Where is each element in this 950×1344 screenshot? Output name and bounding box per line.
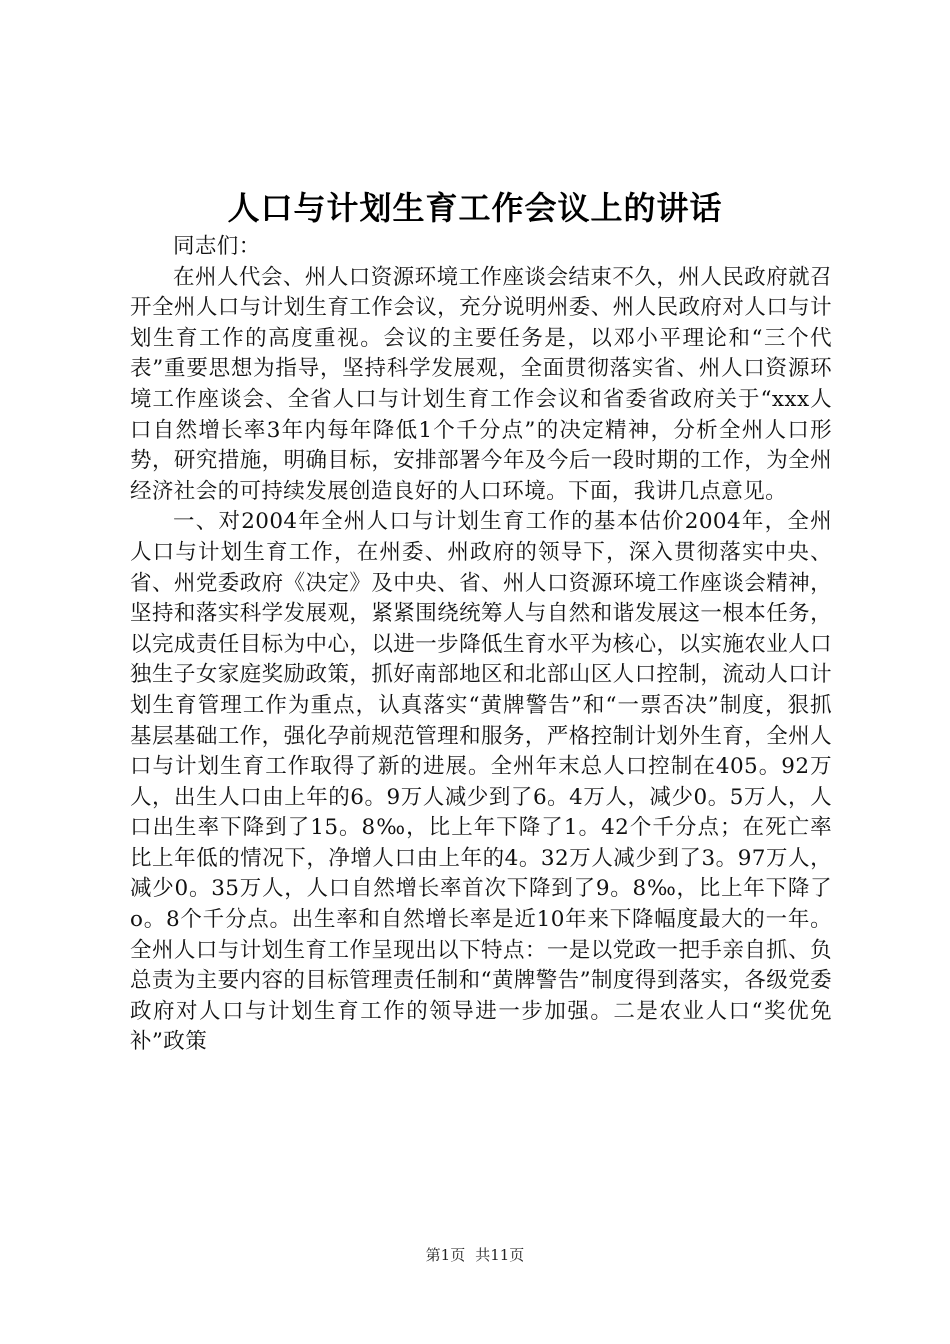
paragraph-intro: 在州人代会、州人口资源环境工作座谈会结束不久，州人民政府就召开全州人口与计划生育工作会议，充分说明州委、州人民政府对人口与计划生育工作的高度重视。会议的主要任务是，以邓小平理论和“三个代表”重要思想为指导，坚持科学发展观，全面贯彻落实省、州人口资源环境工作座谈会、全省人口与计划生育工作会议和省委省政府关于“xxx人口自然增长率3年内每年降低1个千分点”的决定精神，分析全州人口形势，研究措施，明确目标，安排部署今年及今后一段时期的工作，为全州经济社会的可持续发展创造良好的人口环境。下面，我讲几点意见。 <box>130 264 832 504</box>
paragraph-section-one: 一、对2004年全州人口与计划生育工作的基本估价2004年，全州人口与计划生育工作，在州委、州政府的领导下，深入贯彻落实中央、省、州党委政府《决定》及中央、省、州人口资源环境工作座谈会精神，坚持和落实科学发展观，紧紧围绕统筹人与自然和谐发展这一根本任务，以完成责任目标为中心，以进一步降低生育水平为核心，以实施农业人口独生子女家庭奖励政策，抓好南部地区和北部山区人口控制，流动人口计划生育管理工作为重点，认真落实“黄牌警告”和“一票否决”制度，狠抓基层基础工作，强化孕前规范管理和服务，严格控制计划外生育，全州人口与计划生育工作取得了新的进展。全州年末总人口控制在405。92万人，出生人口由上年的6。9万人减少到了6。4万人，减少0。5万人，人口出生率下降到了15。8‰，比上年下降了1。42个千分点；在死亡率比上年低的情况下，净增人口由上年的4。32万人减少到了3。97万人，减少0。35万人，人口自然增长率首次下降到了9。8‰，比上年下降了o。8个千分点。出生率和自然增长率是近10年来下降幅度最大的一年。全州人口与计划生育工作呈现出以下特点：一是以党政一把手亲自抓、负总责为主要内容的目标管理责任制和“黄牌警告”制度得到落实，各级党委政府对人口与计划生育工作的领导进一步加强。二是农业人口“奖优免补”政策 <box>130 509 832 1055</box>
document-body <box>130 232 832 1058</box>
salutation: 同志们： <box>173 234 261 259</box>
page-footer <box>0 1243 950 1267</box>
page-total: 共11页 <box>475 1246 525 1264</box>
document-title: 人口与计划生育工作会议上的讲话 <box>227 189 723 227</box>
page-number: 第1页 <box>425 1246 466 1264</box>
